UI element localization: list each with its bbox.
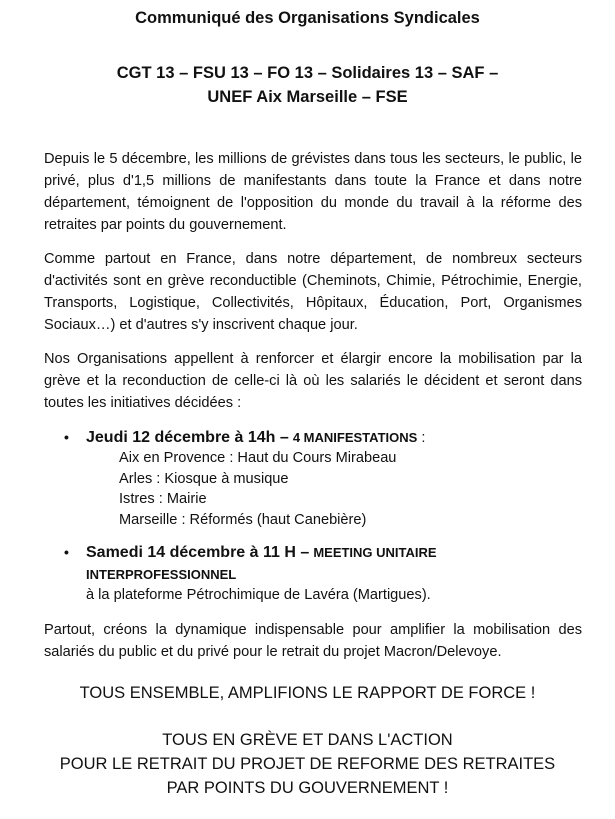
event-date: Jeudi 12 décembre à 14h – bbox=[86, 429, 289, 446]
event-locations bbox=[119, 448, 396, 530]
event-heading bbox=[86, 542, 566, 586]
organisations-line-2: UNEF Aix Marseille – FSE bbox=[207, 88, 408, 106]
paragraph-intro: Depuis le 5 décembre, les millions de grévistes dans tous les secteurs, le public, le privé, plus d'1,5 millions de manifestants dans toute la France et dans notre département, témoignent de l'opposition du monde du travail à la réforme des retraites par points du gouvernement. bbox=[44, 151, 582, 233]
slogan-final-line-2: POUR LE RETRAIT DU PROJET DE REFORME DES RETRAITES bbox=[59, 755, 556, 773]
paragraph-sectors: Comme partout en France, dans notre département, de nombreux secteurs d'activités sont en grève reconductible (Cheminots, Chimie, Pétrochimie, Energie, Transports, Logistique, Collectivités, Hôpitaux, Éducation, Port, Organismes Sociaux…) et d'autres s'y inscrivent chaque jour. bbox=[44, 251, 582, 333]
event-detail: à la plateforme Pétrochimique de Lavéra (Martigues). bbox=[86, 587, 431, 603]
location-item: Marseille : Réformés (haut Canebière) bbox=[119, 511, 367, 528]
bullet-icon: • bbox=[64, 429, 69, 445]
event-heading bbox=[86, 427, 566, 449]
document-title: Communiqué des Organisations Syndicales bbox=[135, 9, 480, 27]
location-item: Istres : Mairie bbox=[119, 491, 207, 507]
event-label-suffix: : bbox=[417, 430, 426, 446]
paragraph-call: Nos Organisations appellent à renforcer et élargir encore la mobilisation par la grève et la reconduction de celle-ci là où les salariés le décident et seront dans toutes les initiatives décidées : bbox=[44, 351, 582, 411]
organisations-list bbox=[0, 61, 615, 109]
location-item: Arles : Kiosque à musique bbox=[119, 470, 289, 487]
location-item: Aix en Provence : Haut du Cours Mirabeau bbox=[119, 450, 397, 466]
slogan-final-line-3: PAR POINTS DU GOUVERNEMENT ! bbox=[166, 779, 449, 797]
paragraph-conclusion: Partout, créons la dynamique indispensable pour amplifier la mobilisation des salariés du public et du privé pour le retrait du projet Macron/Delevoye. bbox=[44, 622, 582, 660]
event-label: MEETING UNITAIRE INTERPROFESSIONNEL bbox=[86, 545, 437, 582]
slogan-final bbox=[0, 728, 615, 800]
bullet-icon: • bbox=[64, 544, 69, 560]
event-label: 4 MANIFESTATIONS bbox=[292, 430, 418, 445]
organisations-line-1: CGT 13 – FSU 13 – FO 13 – Solidaires 13 – SAF – bbox=[116, 64, 499, 82]
slogan-final-line-1: TOUS EN GRÈVE ET DANS L'ACTION bbox=[162, 731, 453, 749]
event-date: Samedi 14 décembre à 11 H – bbox=[86, 544, 310, 561]
slogan-together: TOUS ENSEMBLE, AMPLIFIONS LE RAPPORT DE FORCE ! bbox=[79, 684, 536, 702]
